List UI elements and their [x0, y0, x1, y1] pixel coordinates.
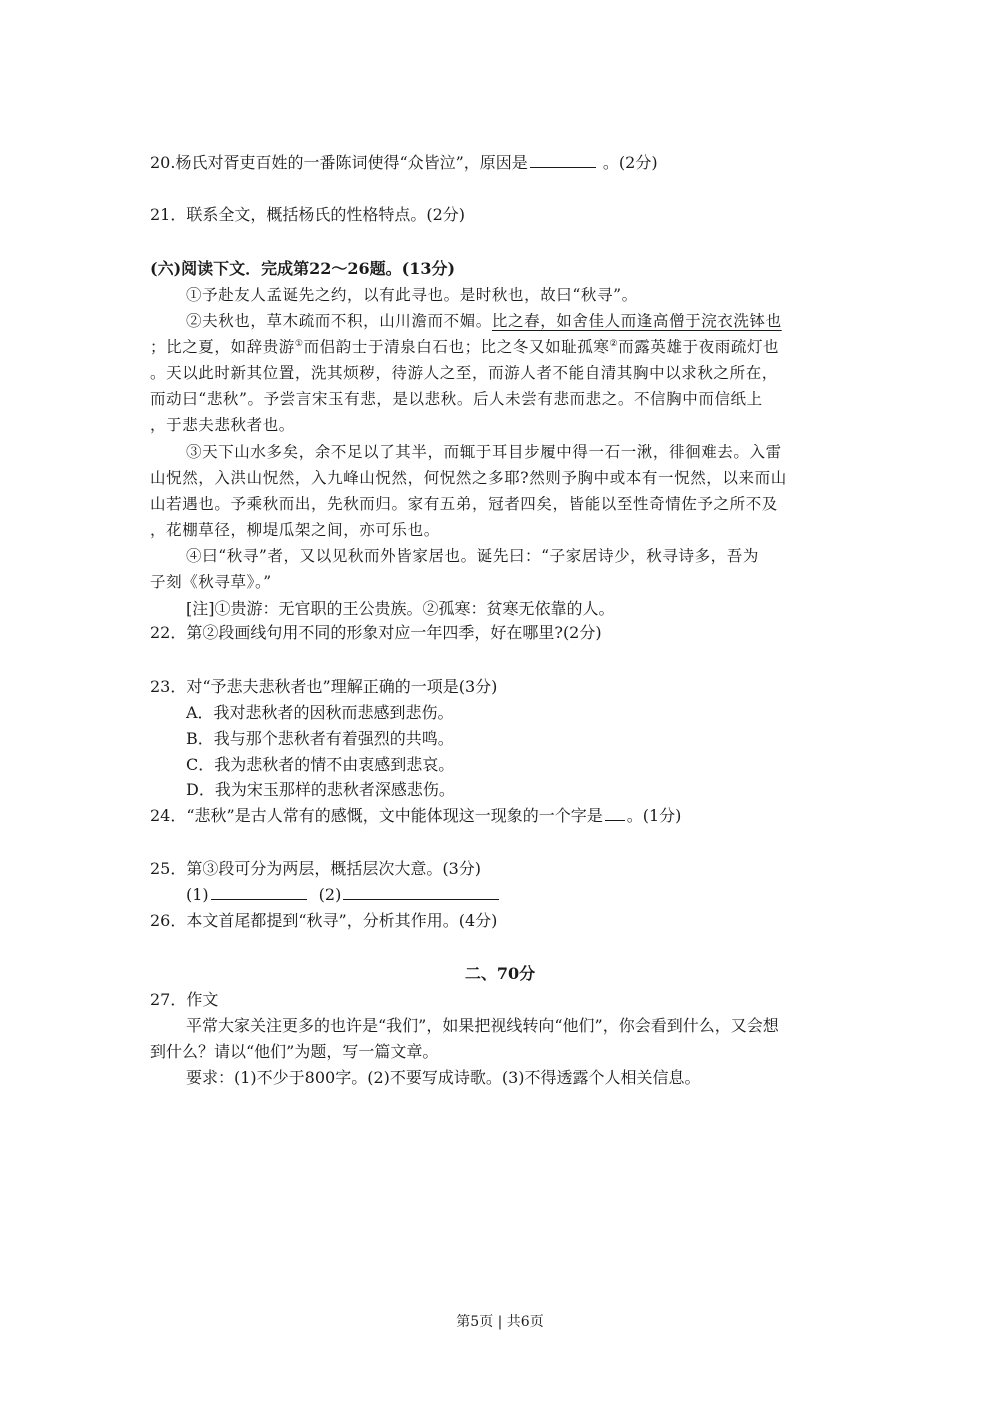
note-marker-1: ①	[294, 338, 304, 349]
passage-text: 而侣韵士于清泉白石也；比之冬又如耻孤寒	[303, 338, 610, 356]
passage-paragraph-3-line-3: 山若遇也。予乘秋而出，先秋而归。家有五弟，冠者四矣，皆能以至性奇情佐予之所不及	[150, 495, 778, 513]
passage-paragraph-2-line-3: 。天以此时新其位置，洗其烦秽，待游人之至，而游人者不能自清其胸中以求秋之所在，	[150, 364, 778, 382]
question-26: 26．本文首尾都提到“秋寻”，分析其作用。(4分)	[150, 911, 498, 930]
passage-text: ②夫秋也，草木疏而不积，山川澹而不媚。	[186, 312, 492, 330]
essay-prompt-line-1: 平常大家关注更多的也许是“我们”，如果把视线转向“他们”，你会看到什么，又会想	[186, 1016, 779, 1035]
option-a[interactable]: A．我对悲秋者的因秋而悲感到悲伤。	[186, 703, 454, 722]
question-24	[150, 804, 681, 828]
section-6-heading: (六)阅读下文．完成第22～26题。(13分)	[150, 259, 456, 278]
passage-paragraph-2-line-1	[186, 309, 782, 333]
question-23-stem: 23．对“予悲夫悲秋者也”理解正确的一项是(3分)	[150, 677, 498, 696]
essay-prompt-line-2: 到什么？请以“他们”为题，写一篇文章。	[150, 1042, 439, 1061]
part-2-heading: 二、70分	[464, 964, 536, 983]
question-21: 21．联系全文，概括杨氏的性格特点。(2分)	[150, 205, 466, 224]
passage-paragraph-3-line-4: ，花棚草径，柳堤瓜架之间，亦可乐也。	[150, 521, 440, 539]
passage-paragraph-2-line-4: 而动曰“悲秋”。予尝言宋玉有悲，是以悲秋。后人未尝有悲而悲之。不信胸中而信纸上	[150, 390, 763, 408]
underlined-sentence: 比之春，如舍佳人而逢高僧于浣衣洗钵也	[491, 312, 782, 330]
essay-requirements: 要求：(1)不少于800字。(2)不要写成诗歌。(3)不得透露个人相关信息。	[186, 1068, 701, 1087]
annotation-note: [注]①贵游：无官职的王公贵族。②孤寒：贫寒无依靠的人。	[186, 599, 615, 618]
passage-paragraph-2-line-5: ，于悲夫悲秋者也。	[150, 416, 295, 434]
blank-label-2: (2)	[318, 885, 342, 904]
note-marker-2: ②	[609, 338, 619, 349]
passage-paragraph-3-line-2: 山怳然，入洪山怳然，入九峰山怳然，何怳然之多耶?然则予胸中或本有一怳然，以来而山	[150, 469, 787, 487]
question-27-title: 27．作文	[150, 990, 219, 1009]
passage-paragraph-3-line-1: ③天下山水多矣，余不足以了其半，而辄于耳目步履中得一石一湫，徘徊难去。入雷	[186, 443, 782, 461]
passage-text: 而露英雄于夜雨疏灯也	[618, 338, 780, 356]
passage-paragraph-1: ①予赴友人孟诞先之约，以有此寻也。是时秋也，故曰“秋寻”。	[186, 286, 638, 304]
question-20	[150, 151, 658, 175]
option-c[interactable]: C．我为悲秋者的情不由衷感到悲哀。	[186, 755, 455, 774]
question-22: 22．第②段画线句用不同的形象对应一年四季，好在哪里?(2分)	[150, 623, 602, 642]
answer-blank-25-1[interactable]	[211, 883, 307, 900]
answer-blank-20[interactable]	[530, 151, 596, 168]
passage-text: ；比之夏，如辞贵游	[150, 338, 295, 356]
question-25-blanks	[186, 883, 501, 907]
answer-blank-25-2[interactable]	[343, 883, 499, 900]
answer-blank-24[interactable]	[605, 804, 625, 821]
question-24-text: 24．“悲秋”是古人常有的感慨，文中能体现这一现象的一个字是	[150, 806, 603, 825]
page-footer: 第5页 | 共6页	[456, 1314, 544, 1330]
option-d[interactable]: D．我为宋玉那样的悲秋者深感悲伤。	[186, 780, 455, 799]
passage-paragraph-4-line-2: 子刻《秋寻草》。”	[150, 573, 272, 591]
question-25-stem: 25．第③段可分为两层，概括层次大意。(3分)	[150, 859, 482, 878]
passage-paragraph-2-line-2	[150, 335, 779, 359]
passage-paragraph-4-line-1: ④曰“秋寻”者，又以见秋而外皆家居也。诞先曰：“子家居诗少，秋寻诗多，吾为	[186, 547, 759, 565]
option-b[interactable]: B．我与那个悲秋者有着强烈的共鸣。	[186, 729, 454, 748]
question-24-suffix: 。(1分)	[626, 806, 682, 825]
question-20-suffix: 。(2分)	[597, 153, 658, 172]
question-20-text: 20.杨氏对胥吏百姓的一番陈词使得“众皆泣”，原因是	[150, 153, 528, 172]
blank-label-1: (1)	[186, 885, 209, 904]
